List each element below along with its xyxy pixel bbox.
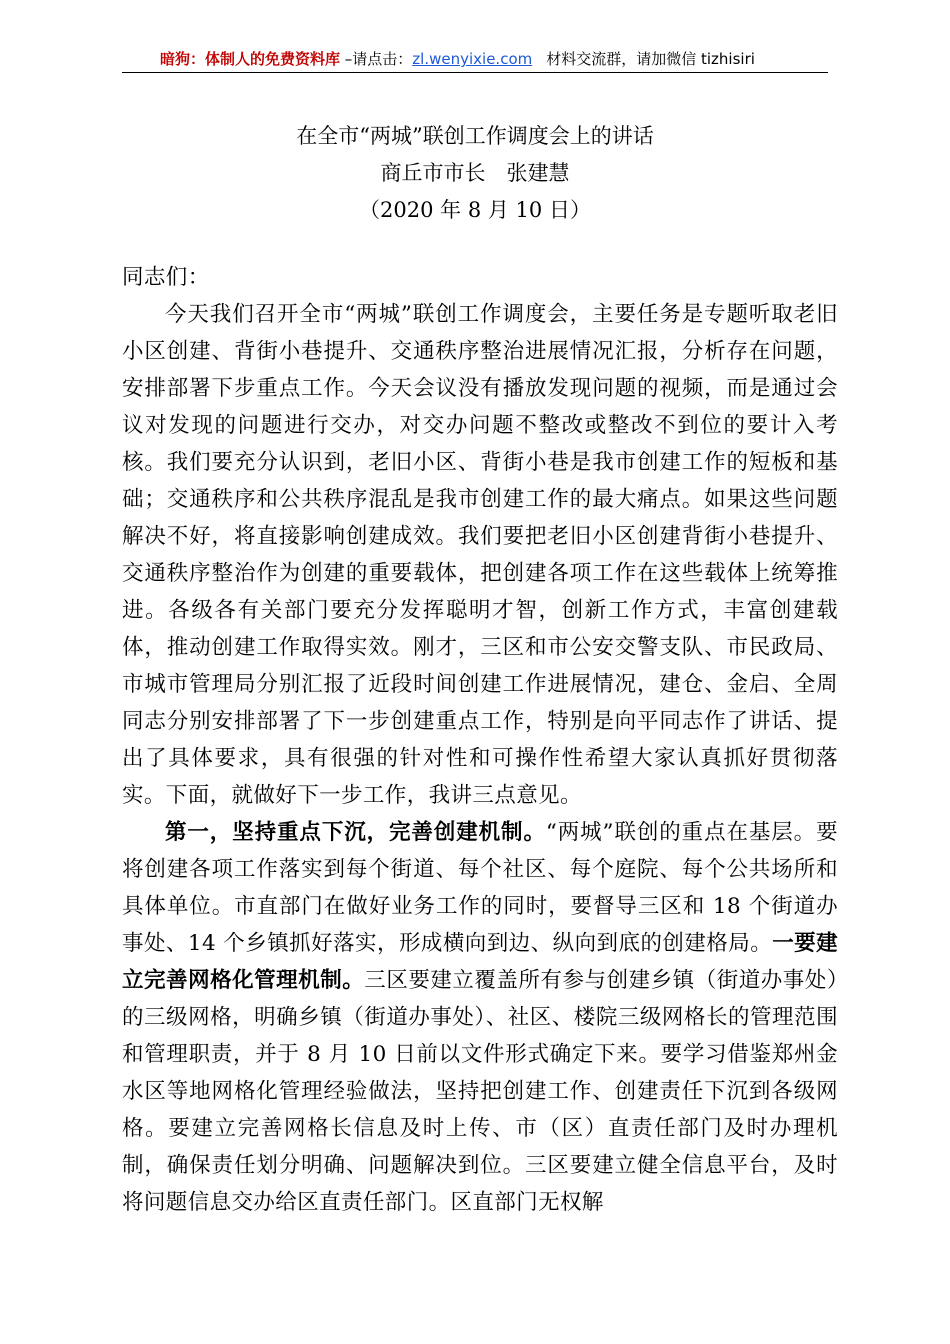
header-contact: 材料交流群，请加微信 tizhisiri <box>546 50 755 68</box>
document-date: （2020 年 8 月 10 日） <box>359 198 591 222</box>
header-prompt: –请点击： <box>340 50 413 68</box>
header-brand: 暗狗：体制人的免费资料库 <box>160 50 341 68</box>
sub-point-one-text: 三区要建立覆盖所有参与创建乡镇（街道办事处）的三级网格，明确乡镇（街道办事处）、社区、楼院三级网格长的管理范围和管理职责，并于 8 月 10 日前以文件形式确定下来。要学习借鉴郑州金水区等地网格化管理经验做法，坚持把创建工作、创建责任下沉到各级网格。要建立完善网格长信息及时上传、市（区）直责任部门及时办理机制，确保责任划分明确、问题解决到位。三区要建立健全信息平台，及时将问题信息交办给区直责任部门。区直部门无权解 <box>122 968 838 1215</box>
header-divider <box>122 72 828 73</box>
document-body <box>122 259 838 1221</box>
header-link[interactable]: zl.wenyixie.com <box>412 50 533 68</box>
point-one-heading: 第一，坚持重点下沉，完善创建机制。 <box>165 820 546 845</box>
salutation: 同志们： <box>122 265 210 290</box>
document-title: 在全市“两城”联创工作调度会上的讲话 <box>296 124 654 148</box>
paragraph-intro: 今天我们召开全市“两城”联创工作调度会，主要任务是专题听取老旧小区创建、背街小巷提升、交通秩序整治进展情况汇报，分析存在问题，安排部署下步重点工作。今天会议没有播放发现问题的视频，而是通过会议对发现的问题进行交办，对交办问题不整改或整改不到位的要计入考核。我们要充分认识到，老旧小区、背街小巷是我市创建工作的短板和基础；交通秩序和公共秩序混乱是我市创建工作的最大痛点。如果这些问题解决不好，将直接影响创建成效。我们要把老旧小区创建背街小巷提升、交通秩序整治作为创建的重要载体，把创建各项工作在这些载体上统筹推进。各级各有关部门要充分发挥聪明才智，创新工作方式，丰富创建载体，推动创建工作取得实效。刚才，三区和市公安交警支队、市民政局、市城市管理局分别汇报了近段时间创建工作进展情况，建仓、金启、全周同志分别安排部署了下一步创建重点工作，特别是向平同志作了讲话、提出了具体要求，具有很强的针对性和可操作性希望大家认真抓好贯彻落实。下面，就做好下一步工作，我讲三点意见。 <box>122 302 838 808</box>
point-one-text: “两城”联创的重点在基层。要将创建各项工作落实到每个街道、每个社区、每个庭院、每个公共场所和具体单位。市直部门在做好业务工作的同时，要督导三区和 18 个街道办事处、14 个乡镇抓好落实，形成横向到边、纵向到底的创建格局。 <box>122 820 838 956</box>
document-speaker: 商丘市市长 张建慧 <box>380 161 570 185</box>
paragraph-point-one <box>122 814 838 1221</box>
watermark-header <box>122 46 828 72</box>
sub-point-one-heading: 一要建立完善网格化管理机制。 <box>122 931 838 993</box>
